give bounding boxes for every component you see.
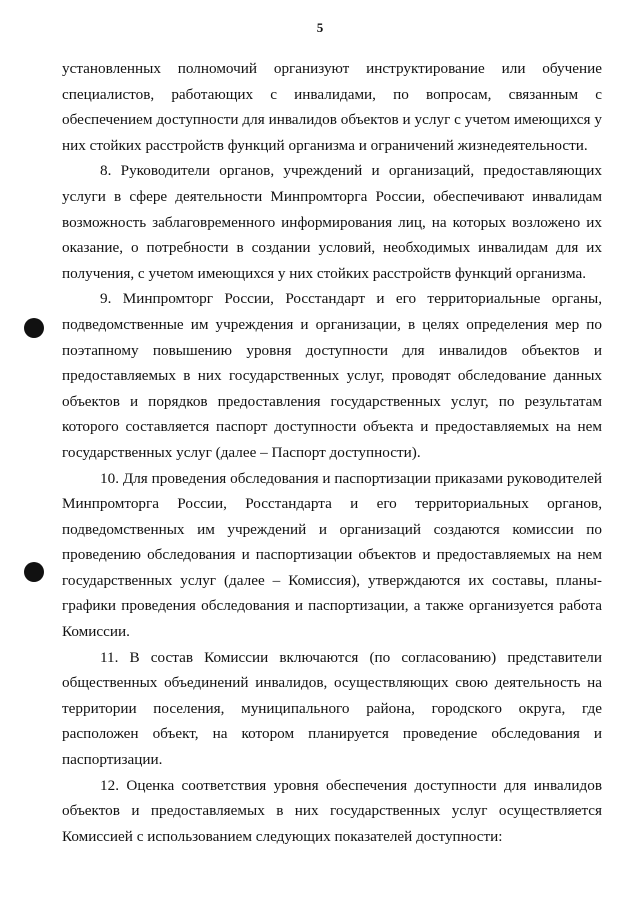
document-body <box>62 56 602 849</box>
paragraph-10: 10. Для проведения обследования и паспортизации приказами руководителей Минпромторга России, Росстандарта и его территориальных органов, подведомственных им учреждений и организаций создаются комиссии по проведению обследования и паспортизации объектов и предоставляемых на нем государственных услуг (далее – Комиссия), утверждаются их составы, планы-графики проведения обследования и паспортизации, а также организуется работа Комиссии. <box>62 469 602 641</box>
paragraph-9: 9. Минпромторг России, Росстандарт и его территориальные органы, подведомственные им учреждения и организации, в целях определения мер по поэтапному повышению уровня доступности для инвалидов объектов и предоставляемых в них государственных услуг, проводят обследование данных объектов и порядков предоставления государственных услуг, по результатам которого составляется паспорт доступности объекта и предоставляемых на нем государственных услуг (далее – Паспорт доступности). <box>62 290 602 461</box>
page-number: 5 <box>316 20 324 35</box>
punch-hole-bottom <box>24 562 44 582</box>
paragraph-8: 8. Руководители органов, учреждений и организаций, предоставляющих услуги в сфере деятельности Минпромторга России, обеспечивают инвалидам возможность заблаговременного информирования лиц, на которых возложено их оказание, о потребности в создании условий, необходимых инвалидам для их получения, с учетом имеющихся у них стойких расстройств функций организма. <box>62 162 602 282</box>
paragraph-11: 11. В состав Комиссии включаются (по согласованию) представители общественных объединений инвалидов, осуществляющих свою деятельность на территории поселения, муниципального района, городского округа, где расположен объект, на котором планируется проведение обследования и паспортизации. <box>62 648 602 769</box>
punch-hole-top <box>24 318 44 338</box>
paragraph-12: 12. Оценка соответствия уровня обеспечения доступности для инвалидов объектов и предоставляемых в них государственных услуг осуществляется Комиссией с использованием следующих показателей доступности: <box>62 776 602 845</box>
paragraph-continuation: установленных полномочий организуют инструктирование или обучение специалистов, работающих с инвалидами, по вопросам, связанным с обеспечением доступности для инвалидов объектов и услуг с учетом имеющихся у них стойких расстройств функций организма и ограничений жизнедеятельности. <box>62 60 602 154</box>
